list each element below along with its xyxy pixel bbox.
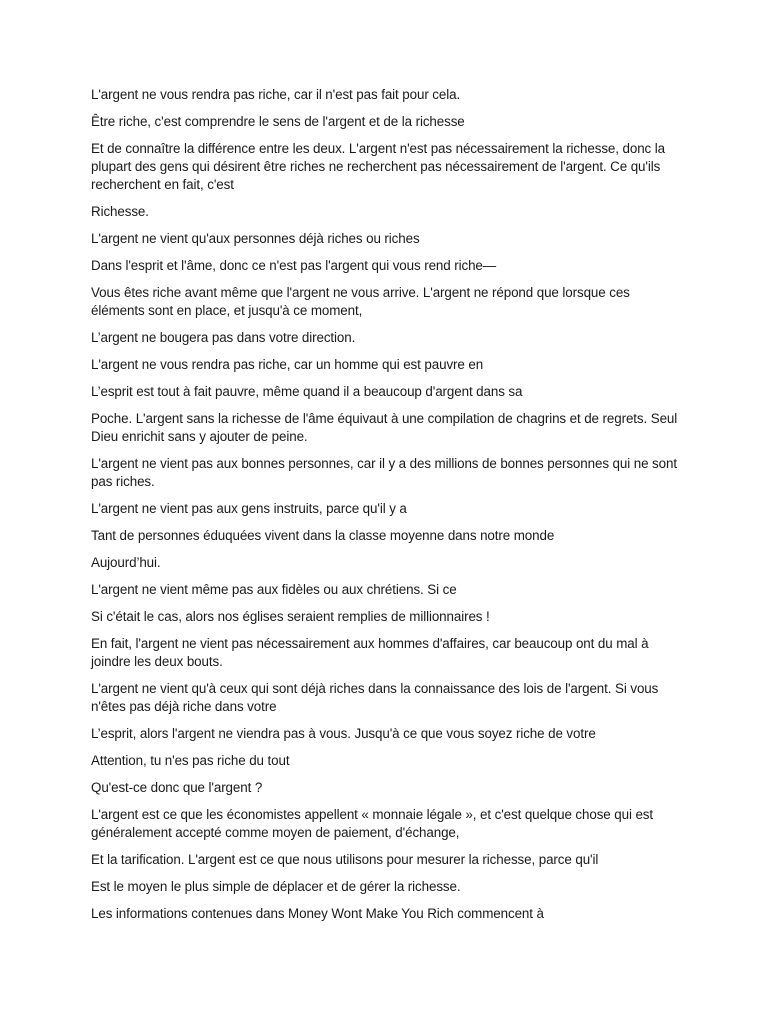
paragraph: En fait, l'argent ne vient pas nécessairement aux hommes d'affaires, car beaucoup ont du mal à joindre les deux bouts. [91,636,649,669]
paragraph: Dans l'esprit et l'âme, donc ce n'est pas l'argent qui vous rend riche— [91,258,497,273]
paragraph: Vous êtes riche avant même que l'argent ne vous arrive. L'argent ne répond que lorsque ces éléments sont en place, et jusqu'à ce moment, [91,285,630,318]
paragraph: L’argent ne bougera pas dans votre direction. [91,330,356,345]
paragraph: Qu'est-ce donc que l'argent ? [91,780,263,795]
paragraph: L'argent ne vous rendra pas riche, car il n'est pas fait pour cela. [91,87,461,102]
paragraph: Tant de personnes éduquées vivent dans la classe moyenne dans notre monde [91,528,555,543]
paragraph: L'argent ne vous rendra pas riche, car un homme qui est pauvre en [91,357,484,372]
paragraph: Et de connaître la différence entre les deux. L'argent n'est pas nécessairement la richesse, donc la plupart des gens qui désirent être riches ne recherchent pas nécessairement de l'argent. Ce qu'ils recherchent en fait, c'est [91,141,665,192]
paragraph: Aujourd’hui. [91,555,161,570]
paragraph: Poche. L'argent sans la richesse de l'âme équivaut à une compilation de chagrins et de regrets. Seul Dieu enrichit sans y ajouter de peine. [91,411,678,444]
paragraph: Richesse. [91,204,149,219]
paragraph: L'argent est ce que les économistes appellent « monnaie légale », et c'est quelque chose qui est généralement accepté comme moyen de paiement, d'échange, [91,807,654,840]
paragraph: Est le moyen le plus simple de déplacer et de gérer la richesse. [91,879,461,894]
paragraph: L'argent ne vient pas aux bonnes personnes, car il y a des millions de bonnes personnes qui ne sont pas riches. [91,456,677,489]
paragraph: Attention, tu n'es pas riche du tout [91,753,290,768]
paragraph: Les informations contenues dans Money Wont Make You Rich commencent à [91,906,544,921]
paragraph: Être riche, c'est comprendre le sens de l'argent et de la richesse [91,114,465,129]
paragraph: L’esprit est tout à fait pauvre, même quand il a beaucoup d'argent dans sa [91,384,523,399]
paragraph: L'argent ne vient qu'à ceux qui sont déjà riches dans la connaissance des lois de l'argent. Si vous n'êtes pas déjà riche dans votre [91,681,659,714]
paragraph: L'argent ne vient pas aux gens instruits, parce qu'il y a [91,501,407,516]
paragraph: L’esprit, alors l'argent ne viendra pas à vous. Jusqu'à ce que vous soyez riche de votre [91,726,596,741]
paragraph: L'argent ne vient même pas aux fidèles ou aux chrétiens. Si ce [91,582,457,597]
paragraph: Si c'était le cas, alors nos églises seraient remplies de millionnaires ! [91,609,490,624]
paragraph: Et la tarification. L'argent est ce que nous utilisons pour mesurer la richesse, parce qu'il [91,852,599,867]
paragraph: L'argent ne vient qu'aux personnes déjà riches ou riches [91,231,420,246]
